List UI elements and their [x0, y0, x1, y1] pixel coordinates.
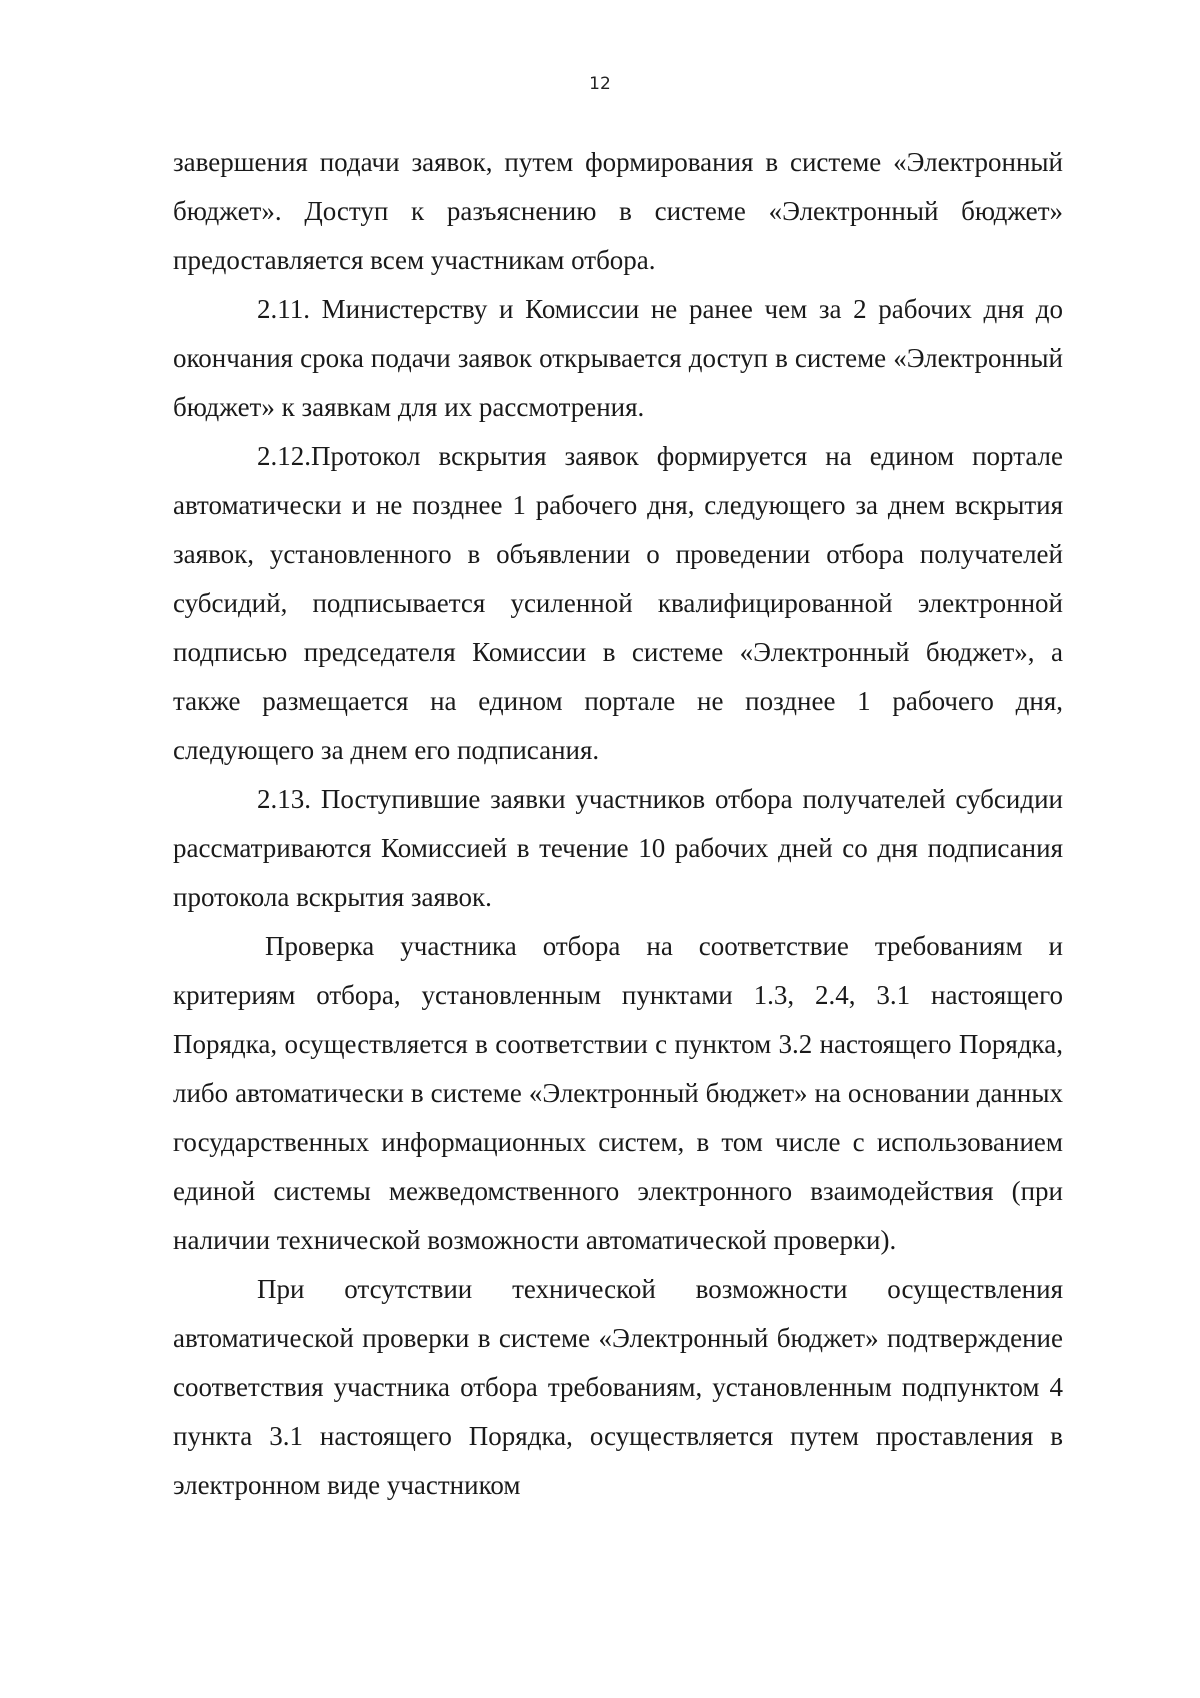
paragraph-no-technical-possibility: При отсутствии технической возможности осуществления автоматической проверки в системе «Электронный бюджет» подтверждение соответствия участника отбора требованиям, установленным подпунктом 4 пункта 3.1 настоящего Порядка, осуществляется путем проставления в электронном виде участником	[173, 1274, 1063, 1500]
page-number: 12	[589, 74, 611, 94]
paragraph-continuation: завершения подачи заявок, путем формирования в системе «Электронный бюджет». Доступ к разъяснению в системе «Электронный бюджет» предоставляется всем участникам отбора.	[173, 147, 1063, 275]
document-body	[173, 138, 1063, 1510]
paragraph-2-11: 2.11. Министерству и Комиссии не ранее чем за 2 рабочих дня до окончания срока подачи заявок открывается доступ в системе «Электронный бюджет» к заявкам для их рассмотрения.	[173, 294, 1063, 422]
paragraph-2-13: 2.13. Поступившие заявки участников отбора получателей субсидии рассматриваются Комиссией в течение 10 рабочих дней со дня подписания протокола вскрытия заявок.	[173, 784, 1063, 912]
paragraph-verification: Проверка участника отбора на соответствие требованиям и критериям отбора, установленным пунктами 1.3, 2.4, 3.1 настоящего Порядка, осуществляется в соответствии с пунктом 3.2 настоящего Порядка, либо автоматически в системе «Электронный бюджет» на основании данных государственных информационных систем, в том числе с использованием единой системы межведомственного электронного взаимодействия (при наличии технической возможности автоматической проверки).	[173, 931, 1063, 1255]
paragraph-2-12: 2.12.Протокол вскрытия заявок формируется на едином портале автоматически и не позднее 1 рабочего дня, следующего за днем вскрытия заявок, установленного в объявлении о проведении отбора получателей субсидий, подписывается усиленной квалифицированной электронной подписью председателя Комиссии в системе «Электронный бюджет», а также размещается на едином портале не позднее 1 рабочего дня, следующего за днем его подписания.	[173, 441, 1063, 765]
